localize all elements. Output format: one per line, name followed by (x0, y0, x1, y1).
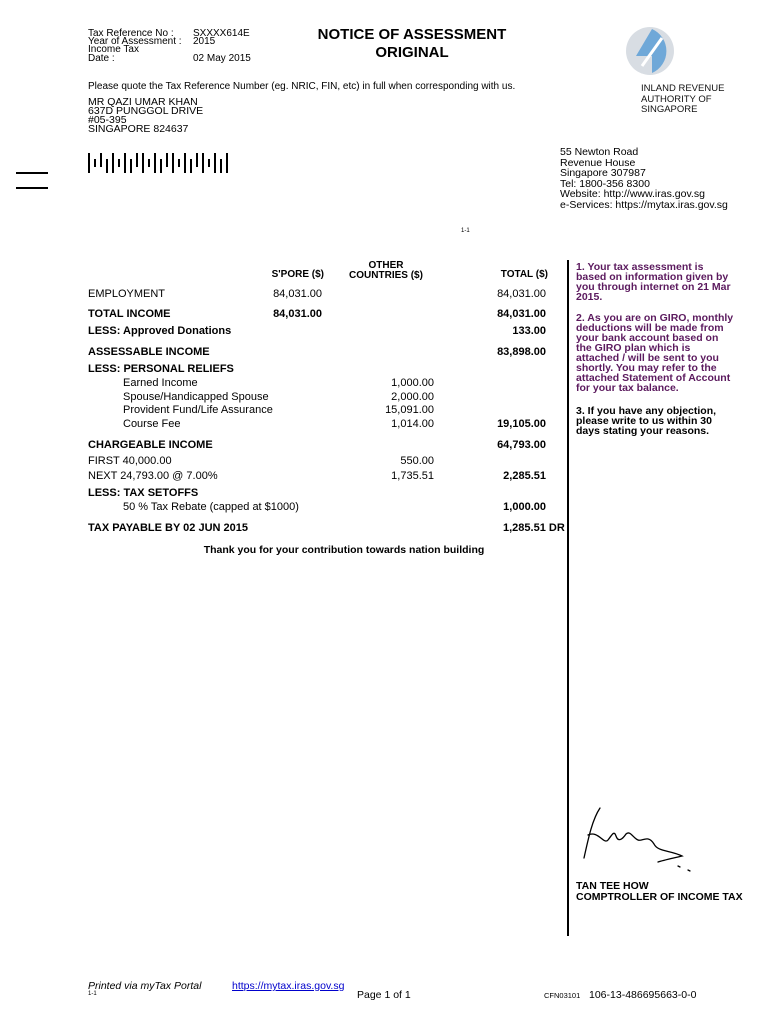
row-payable-label: TAX PAYABLE BY 02 JUN 2015 (88, 522, 248, 534)
note-3 (576, 406, 716, 436)
signature (578, 800, 718, 880)
address-line: Tel: 1800-356 8300 (560, 177, 650, 190)
year-of-assessment-value: 2015 (193, 36, 216, 47)
note-line: shortly. You may refer to the (576, 362, 717, 374)
row-setoffs-label: LESS: TAX SETOFFS (88, 487, 199, 499)
tax-reference-label: Tax Reference No : (88, 28, 174, 39)
note-line: 3. If you have any objection, (576, 405, 717, 417)
row-donations-label: LESS: Approved Donations (88, 325, 232, 337)
row-assessable-label: ASSESSABLE INCOME (88, 346, 210, 358)
iras-logo-icon (622, 26, 678, 76)
thank-you-message: Thank you for your contribution towards nation building (203, 544, 485, 556)
row-first-bracket-label: FIRST 40,000.00 (88, 455, 172, 467)
logo-line: SINGAPORE (641, 104, 698, 115)
note-line: days stating your reasons. (576, 425, 710, 437)
column-header-line: OTHER (368, 260, 404, 271)
row-spouse-label: Spouse/Handicapped Spouse (123, 391, 269, 403)
row-earned-income-other: 1,000.00 (391, 377, 434, 389)
row-donations-total: 133.00 (512, 325, 546, 337)
address-line: Singapore 307987 (560, 167, 646, 179)
row-earned-income-label: Earned Income (123, 377, 198, 389)
iras-address (560, 147, 728, 210)
address-line: 637D PUNGGOL DRIVE (88, 105, 204, 117)
page-number: Page 1 of 1 (357, 989, 411, 1001)
column-header-other (340, 261, 432, 281)
note-line: 2015. (576, 291, 603, 303)
row-rebate-label: 50 % Tax Rebate (capped at $1000) (123, 501, 299, 513)
quote-reference-notice: Please quote the Tax Reference Number (eg. NRIC, FIN, etc) in full when corresponding with us. (88, 81, 516, 92)
year-of-assessment-label: Year of Assessment : (88, 36, 182, 47)
row-chargeable-label: CHARGEABLE INCOME (88, 439, 213, 451)
column-header-line: COUNTRIES ($) (349, 270, 423, 281)
date-value: 02 May 2015 (193, 53, 251, 64)
address-line: MR QAZI UMAR KHAN (88, 96, 198, 108)
row-reliefs-label: LESS: PERSONAL RELIEFS (88, 363, 234, 375)
row-course-fee-other: 1,014.00 (391, 418, 434, 430)
logo-line: AUTHORITY OF (641, 93, 712, 105)
recipient-address (88, 98, 203, 134)
note-1 (576, 262, 731, 302)
row-cpf-other: 15,091.00 (385, 404, 434, 416)
note-line: 1. Your tax assessment is (576, 261, 704, 273)
note-line: attached / will be sent to you (576, 352, 719, 364)
date-label: Date : (88, 53, 115, 64)
row-first-bracket-other: 550.00 (400, 455, 434, 467)
fold-mark (16, 187, 48, 189)
row-total-income-spore: 84,031.00 (273, 308, 322, 320)
form-code: CFN03101 (544, 991, 581, 1000)
mytax-portal-link[interactable]: https://mytax.iras.gov.sg (232, 980, 345, 992)
column-header-total: TOTAL ($) (500, 269, 548, 280)
row-chargeable-total: 64,793.00 (497, 439, 546, 451)
row-employment-spore: 84,031.00 (273, 288, 322, 300)
note-line: the GIRO plan which is (576, 342, 691, 354)
row-total-income-total: 84,031.00 (497, 308, 546, 320)
document-title: NOTICE OF ASSESSMENT (317, 26, 507, 43)
row-employment-total: 84,031.00 (497, 288, 546, 300)
logo-line: INLAND REVENUE (641, 83, 725, 94)
income-tax-label: Income Tax (88, 44, 139, 55)
address-line: SINGAPORE 824637 (88, 123, 189, 135)
row-spouse-other: 2,000.00 (391, 391, 434, 403)
row-payable-total: 1,285.51 DR (503, 522, 565, 534)
address-line: #05-395 (88, 114, 127, 126)
address-line: e-Services: https://mytax.iras.gov.sg (560, 198, 728, 211)
document-subtitle: ORIGINAL (375, 44, 449, 61)
row-course-fee-total: 19,105.00 (497, 418, 546, 430)
fold-mark (16, 172, 48, 174)
note-line: based on information given by (576, 271, 729, 283)
note-line: for your tax balance. (576, 382, 679, 394)
tax-reference-value: SXXXX614E (193, 28, 250, 39)
note-line: attached Statement of Account (576, 372, 731, 384)
signatory-name: TAN TEE HOW (576, 880, 649, 892)
note-line: 2. As you are on GIRO, monthly (576, 312, 734, 324)
address-line: 55 Newton Road (560, 146, 639, 158)
address-line: Revenue House (560, 156, 636, 169)
page-marker: 1-1 (461, 228, 470, 234)
row-next-bracket-total: 2,285.51 (503, 470, 546, 482)
logo-text (641, 84, 724, 116)
document-number: 106-13-486695663-0-0 (589, 989, 697, 1001)
address-line: Website: http://www.iras.gov.sg (560, 188, 705, 200)
footer-page-marker: 1-1 (88, 991, 97, 997)
note-2 (576, 313, 733, 393)
row-rebate-total: 1,000.00 (503, 501, 546, 513)
column-header-spore: S'PORE ($) (271, 269, 324, 280)
printed-via-label: Printed via myTax Portal (88, 980, 202, 992)
postal-barcode (88, 151, 234, 180)
row-next-bracket-other: 1,735.51 (391, 470, 434, 482)
note-line: deductions will be made from (576, 322, 724, 334)
note-line: your bank account based on (576, 332, 719, 344)
row-total-income-label: TOTAL INCOME (88, 308, 171, 320)
row-cpf-label: Provident Fund/Life Assurance (123, 404, 273, 416)
row-assessable-total: 83,898.00 (497, 346, 546, 358)
note-line: you through internet on 21 Mar (576, 281, 731, 293)
signatory-role: COMPTROLLER OF INCOME TAX (576, 891, 743, 903)
row-employment-label: EMPLOYMENT (88, 288, 166, 300)
note-line: please write to us within 30 (576, 415, 712, 427)
row-course-fee-label: Course Fee (123, 418, 181, 430)
column-divider (567, 260, 569, 936)
row-next-bracket-label: NEXT 24,793.00 @ 7.00% (88, 470, 218, 482)
